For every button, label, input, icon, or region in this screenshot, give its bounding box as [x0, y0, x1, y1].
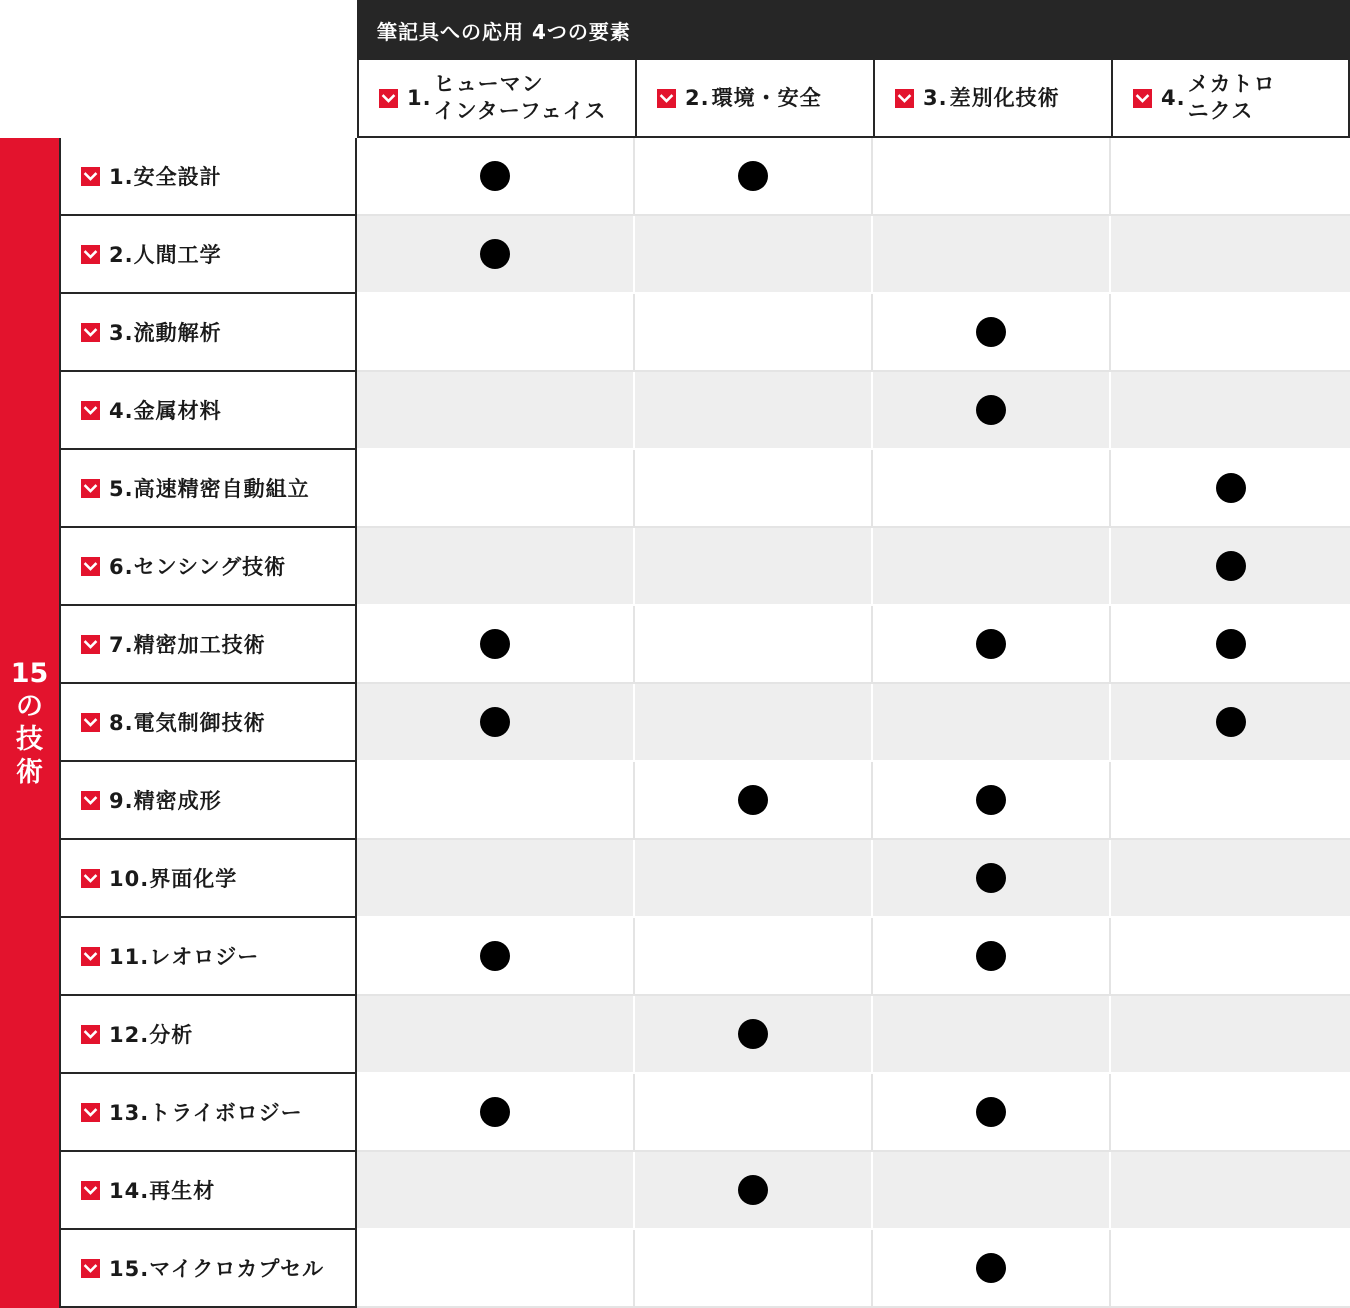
matrix-cell [1111, 684, 1350, 762]
row-label-text: 8.電気制御技術 [109, 711, 266, 735]
matrix-cell [1111, 216, 1350, 294]
filled-circle-icon [738, 785, 768, 815]
matrix-cell [357, 528, 635, 606]
column-header-1 [357, 60, 637, 138]
matrix-cell [357, 216, 635, 294]
checkbox-check-icon [81, 869, 100, 888]
matrix-cell [873, 138, 1111, 216]
matrix-cell [635, 372, 873, 450]
matrix-cell [635, 216, 873, 294]
sidebar-char: 術 [16, 757, 43, 788]
filled-circle-icon [976, 941, 1006, 971]
checkbox-check-icon [1133, 89, 1152, 108]
filled-circle-icon [480, 629, 510, 659]
row-label-text: 14.再生材 [109, 1179, 216, 1203]
matrix-cell [357, 372, 635, 450]
row-label-text: 3.流動解析 [109, 321, 222, 345]
sidebar-label [0, 138, 59, 1308]
row-label-text: 1.安全設計 [109, 165, 222, 189]
matrix-cell [1111, 762, 1350, 840]
matrix-cell [635, 1230, 873, 1308]
matrix-cell [873, 294, 1111, 372]
matrix-cell [1111, 450, 1350, 528]
matrix-cell [635, 996, 873, 1074]
row-label-text: 6.センシング技術 [109, 555, 287, 579]
sidebar-char: の [16, 691, 43, 722]
checkbox-check-icon [895, 89, 914, 108]
checkbox-check-icon [81, 635, 100, 654]
row-label-text: 12.分析 [109, 1023, 194, 1047]
filled-circle-icon [480, 161, 510, 191]
row-label-13 [59, 1074, 357, 1152]
row-label-text: 15.マイクロカプセル [109, 1257, 325, 1281]
checkbox-check-icon [81, 557, 100, 576]
checkbox-check-icon [81, 1181, 100, 1200]
checkbox-check-icon [379, 89, 398, 108]
checkbox-check-icon [657, 89, 676, 108]
row-label-6 [59, 528, 357, 606]
matrix-cell [1111, 372, 1350, 450]
row-label-text: 5.高速精密自動組立 [109, 477, 310, 501]
column-label: 差別化技術 [949, 85, 1060, 110]
row-label-9 [59, 762, 357, 840]
filled-circle-icon [480, 707, 510, 737]
column-number: 1. [407, 86, 432, 110]
matrix-cell [873, 840, 1111, 918]
column-label: 環境・安全 [711, 85, 822, 110]
checkbox-check-icon [81, 1025, 100, 1044]
matrix-cell [873, 528, 1111, 606]
row-label-12 [59, 996, 357, 1074]
filled-circle-icon [976, 395, 1006, 425]
filled-circle-icon [1216, 473, 1246, 503]
filled-circle-icon [976, 629, 1006, 659]
matrix-title-text: 筆記具への応用 4つの要素 [377, 19, 631, 44]
checkbox-check-icon [81, 947, 100, 966]
filled-circle-icon [738, 1019, 768, 1049]
row-label-7 [59, 606, 357, 684]
column-number: 3. [923, 86, 948, 110]
matrix-cell [873, 1230, 1111, 1308]
row-label-text: 7.精密加工技術 [109, 633, 266, 657]
matrix-cell [357, 918, 635, 996]
row-label-text: 2.人間工学 [109, 243, 222, 267]
row-label-8 [59, 684, 357, 762]
checkbox-check-icon [81, 401, 100, 420]
checkbox-check-icon [81, 791, 100, 810]
filled-circle-icon [976, 785, 1006, 815]
matrix-cell [1111, 918, 1350, 996]
checkbox-check-icon [81, 1259, 100, 1278]
column-header-2 [635, 60, 875, 138]
checkbox-check-icon [81, 323, 100, 342]
matrix-cell [635, 1074, 873, 1152]
filled-circle-icon [1216, 707, 1246, 737]
filled-circle-icon [480, 941, 510, 971]
matrix-cell [873, 450, 1111, 528]
column-label: ヒューマン インターフェイス [433, 72, 607, 123]
matrix-cell [873, 762, 1111, 840]
checkbox-check-icon [81, 1103, 100, 1122]
row-label-2 [59, 216, 357, 294]
row-label-text: 11.レオロジー [109, 945, 260, 969]
filled-circle-icon [738, 161, 768, 191]
checkbox-check-icon [81, 713, 100, 732]
matrix-cell [357, 1152, 635, 1230]
matrix-cell [635, 762, 873, 840]
matrix-cell [873, 918, 1111, 996]
filled-circle-icon [1216, 551, 1246, 581]
matrix-cell [357, 1074, 635, 1152]
matrix-cell [873, 1152, 1111, 1230]
filled-circle-icon [976, 1097, 1006, 1127]
column-number: 4. [1161, 86, 1186, 110]
matrix-cell [357, 138, 635, 216]
sidebar-char: 15 [10, 658, 49, 689]
matrix-cell [357, 684, 635, 762]
matrix-cell [357, 294, 635, 372]
matrix-cell [873, 216, 1111, 294]
matrix-cell [1111, 996, 1350, 1074]
matrix-cell [1111, 1230, 1350, 1308]
matrix-cell [357, 996, 635, 1074]
matrix-cell [635, 528, 873, 606]
column-number: 2. [685, 86, 710, 110]
matrix-cell [635, 1152, 873, 1230]
filled-circle-icon [976, 863, 1006, 893]
column-header-4 [1111, 60, 1350, 138]
filled-circle-icon [738, 1175, 768, 1205]
matrix-cell [1111, 138, 1350, 216]
matrix-cell [357, 762, 635, 840]
matrix-cell [357, 450, 635, 528]
row-label-1 [59, 138, 357, 216]
filled-circle-icon [480, 1097, 510, 1127]
row-label-14 [59, 1152, 357, 1230]
filled-circle-icon [1216, 629, 1246, 659]
matrix-cell [357, 840, 635, 918]
matrix-cell [635, 450, 873, 528]
row-label-5 [59, 450, 357, 528]
filled-circle-icon [976, 317, 1006, 347]
matrix-cell [635, 138, 873, 216]
filled-circle-icon [976, 1253, 1006, 1283]
row-label-4 [59, 372, 357, 450]
row-label-3 [59, 294, 357, 372]
row-label-15 [59, 1230, 357, 1308]
matrix-cell [1111, 528, 1350, 606]
row-label-text: 9.精密成形 [109, 789, 222, 813]
matrix-title [357, 0, 1350, 60]
matrix-cell [635, 840, 873, 918]
matrix-cell [1111, 1074, 1350, 1152]
column-label: メカトロ ニクス [1187, 72, 1276, 123]
filled-circle-icon [480, 239, 510, 269]
matrix-cell [1111, 1152, 1350, 1230]
row-label-11 [59, 918, 357, 996]
matrix-cell [635, 918, 873, 996]
matrix-cell [873, 1074, 1111, 1152]
matrix-cell [635, 606, 873, 684]
checkbox-check-icon [81, 479, 100, 498]
matrix-cell [1111, 294, 1350, 372]
matrix-cell [873, 996, 1111, 1074]
matrix-cell [635, 294, 873, 372]
row-label-10 [59, 840, 357, 918]
checkbox-check-icon [81, 167, 100, 186]
matrix-cell [357, 606, 635, 684]
matrix-cell [357, 1230, 635, 1308]
row-label-text: 13.トライボロジー [109, 1101, 303, 1125]
row-label-text: 10.界面化学 [109, 867, 238, 891]
matrix-cell [873, 606, 1111, 684]
matrix-cell [873, 684, 1111, 762]
matrix-cell [1111, 840, 1350, 918]
checkbox-check-icon [81, 245, 100, 264]
row-label-text: 4.金属材料 [109, 399, 222, 423]
matrix-cell [873, 372, 1111, 450]
matrix-cell [635, 684, 873, 762]
matrix-cell [1111, 606, 1350, 684]
sidebar-char: 技 [16, 724, 43, 755]
column-header-3 [873, 60, 1113, 138]
